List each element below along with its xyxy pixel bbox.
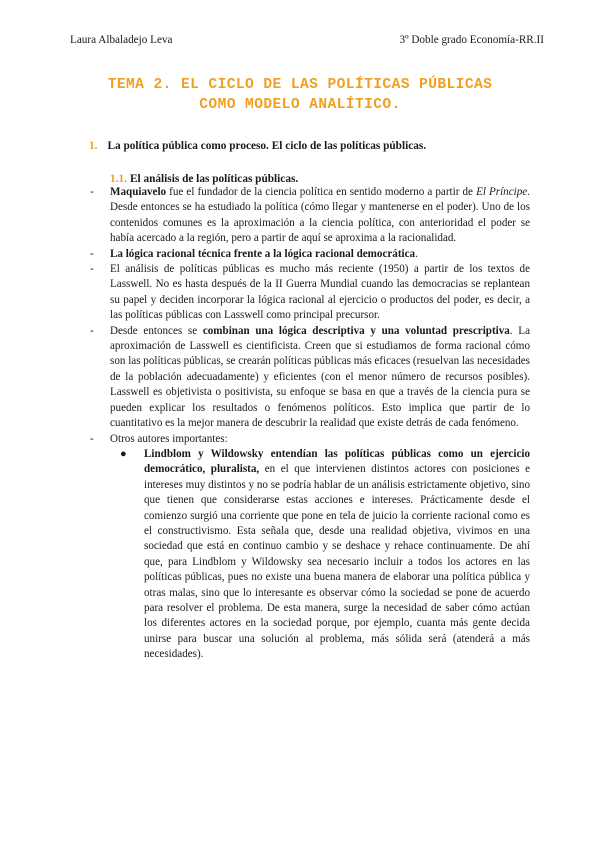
subsection-heading-1-1 <box>110 172 298 186</box>
bold-term: La lógica racional técnica frente a la lógica racional democrática <box>110 247 416 260</box>
list-item-desde: - Desde entonces se combinan una lógica descriptiva y una voluntad prescriptiva. La aproximación de Lasswell es cientificista. Creen que si estudiamos de forma racional cómo son las políticas públicas, se crearán políticas públicas más eficaces (resuelvan las necesidades de la población adecuadamente) y eficientes (con el menor número de recursos posibles). Lasswell es objetivista o positivista, su enfoque se basa en que a través de la ciencia pura se pueden explicar los resultados o fenómenos políticos. Esto implica que partir de lo cuantitativo es la mejor manera de descubrir la realidad que existe detrás de cada fenómeno. <box>90 324 530 430</box>
dash-bullet: - <box>90 324 94 337</box>
title-line-2: COMO MODELO ANALÍTICO. <box>199 97 401 113</box>
dash-bullet: - <box>90 432 94 445</box>
section-number: 1. <box>89 140 98 152</box>
bold-term: Lindblom y Wildowsky entendían las políticas públicas como un ejercicio democrático, pluralista, <box>144 447 530 476</box>
document-body <box>90 185 530 663</box>
header-author: Laura Albaladejo Leva <box>70 34 173 46</box>
book-title: El Príncipe <box>476 186 528 198</box>
section-heading-1 <box>89 139 426 153</box>
page-header <box>70 33 544 47</box>
list-item-maquiavelo: - Maquiavelo fue el fundador de la ciencia política en sentido moderno a partir de El Príncipe. Desde entonces se ha estudiado la política (cómo llegar y mantenerse en el poder). Uno de los contenidos comunes es la aproximación a la ciencia política, con anterioridad el poder se había acercado a la región, pero a partir de aquí se aproxima a la racionalidad. <box>90 186 530 245</box>
subsection-number: 1.1. <box>110 173 127 185</box>
list-item-logica: - La lógica racional técnica frente a la lógica racional democrática. <box>90 247 530 262</box>
document-title <box>60 75 540 115</box>
dash-bullet: - <box>90 247 94 260</box>
dash-bullet: - <box>90 186 94 198</box>
title-line-1: TEMA 2. EL CICLO DE LAS POLÍTICAS PÚBLICAS <box>107 77 493 93</box>
header-course: 3º Doble grado Economía-RR.II <box>399 34 544 46</box>
list-item-analisis: - El análisis de políticas públicas es mucho más reciente (1950) a partir de los textos de Lasswell. No es hasta después de la II Guerra Mundial cuando las democracias se replantean su papel y deciden incorporar la lógica racional al ejercicio o productos del poder, es decir, a las políticas públicas con Lasswell como principal precursor. <box>90 263 530 322</box>
bold-term: Maquiavelo <box>110 186 167 198</box>
subsection-title: El análisis de las políticas públicas. <box>129 173 299 185</box>
list-item-otros: - Otros autores importantes: <box>90 432 530 447</box>
bullet-dot-icon: ● <box>120 447 127 460</box>
dash-bullet: - <box>90 263 94 276</box>
bold-term: combinan una lógica descriptiva y una voluntad prescriptiva <box>202 324 510 337</box>
list-item-lindblom: ● Lindblom y Wildowsky entendían las políticas públicas como un ejercicio democrático, pluralista, en el que intervienen distintos actores con posiciones e intereses muy distintos y no se podría hablar de un análisis estrictamente objetivo, sino que tienen que considerarse estas acciones e intereses. Prácticamente desde el comienzo surgió una corriente que pone en tela de juicio la corriente racional como es el constructivismo. Esta señala que, desde una realidad objetiva, vivimos en una sociedad que está en continuo cambio y se deshace y rehace continuamente. De ahí que, para Lindblom y Wildowsky sea necesario incluir a todos los actores en las políticas públicas, pues no existe una buena manera de elaborar una política pública y otras malas, sino que lo interesante es observar cómo la sociedad se pone de acuerdo para resolver el problema. De esta manera, surge la necesidad de saber cómo actúan los diferentes actores en la sociedad porque, por ejemplo, cuanta más gente decida unirse para buscar una solución al problema, más sólida será (atenderá a más necesidades). <box>120 447 530 661</box>
section-title: La política pública como proceso. El ciclo de las políticas públicas. <box>107 140 427 152</box>
